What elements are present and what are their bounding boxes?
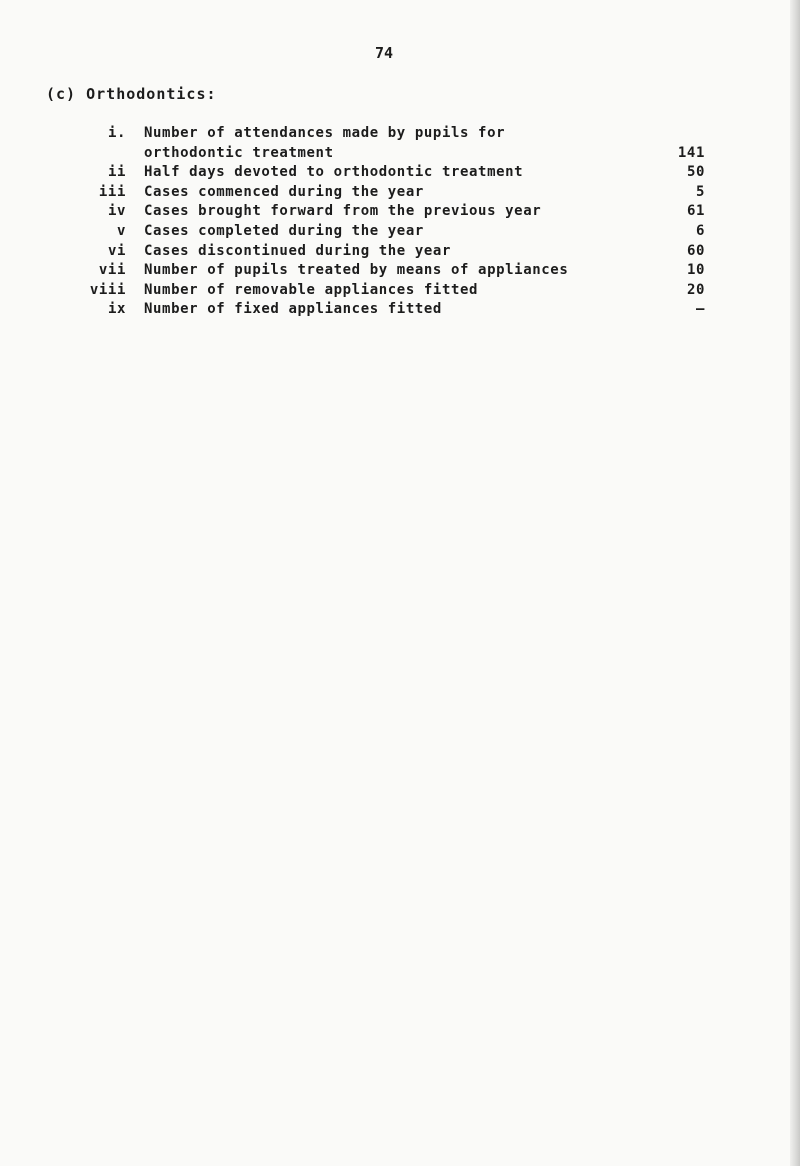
list-item bbox=[60, 242, 705, 262]
item-numeral: vi bbox=[107, 242, 126, 259]
item-description: Number of pupils treated by means of appliances bbox=[144, 262, 569, 279]
item-description: Cases commenced during the year bbox=[144, 183, 424, 200]
item-numeral: ix bbox=[107, 301, 126, 318]
section-title: (c) Orthodontics: bbox=[46, 85, 217, 103]
list-item bbox=[60, 222, 705, 242]
item-numeral: iv bbox=[107, 203, 126, 220]
list-item bbox=[60, 300, 705, 320]
list-item bbox=[60, 163, 705, 183]
orthodontics-stat-list bbox=[60, 124, 705, 320]
item-description: Cases brought forward from the previous year bbox=[144, 203, 542, 220]
item-numeral: viii bbox=[89, 281, 126, 298]
item-description: Cases discontinued during the year bbox=[144, 242, 451, 259]
item-description: Number of fixed appliances fitted bbox=[144, 301, 442, 318]
page-number: 74 bbox=[375, 44, 394, 62]
item-value: 50 bbox=[686, 164, 705, 181]
item-value: 60 bbox=[686, 242, 705, 259]
page-edge-shadow bbox=[790, 0, 800, 1166]
item-value: 10 bbox=[686, 262, 705, 279]
item-value: 61 bbox=[686, 203, 705, 220]
list-item bbox=[60, 261, 705, 281]
item-value: – bbox=[695, 301, 705, 318]
item-value: 20 bbox=[686, 281, 705, 298]
item-numeral: v bbox=[116, 222, 126, 239]
list-item bbox=[60, 202, 705, 222]
item-description: Cases completed during the year bbox=[144, 222, 424, 239]
item-value: 5 bbox=[695, 183, 705, 200]
list-item bbox=[60, 124, 705, 163]
item-value: 6 bbox=[695, 222, 705, 239]
list-item bbox=[60, 281, 705, 301]
item-description: Number of removable appliances fitted bbox=[144, 281, 479, 298]
item-description: Number of attendances made by pupils for orthodontic treatment bbox=[144, 125, 506, 161]
item-numeral: vii bbox=[98, 262, 126, 279]
item-value: 141 bbox=[677, 144, 705, 161]
list-item bbox=[60, 183, 705, 203]
item-description: Half days devoted to orthodontic treatment bbox=[144, 164, 524, 181]
item-numeral: iii bbox=[98, 183, 126, 200]
item-numeral: i. bbox=[107, 125, 126, 141]
item-numeral: ii bbox=[107, 164, 126, 181]
